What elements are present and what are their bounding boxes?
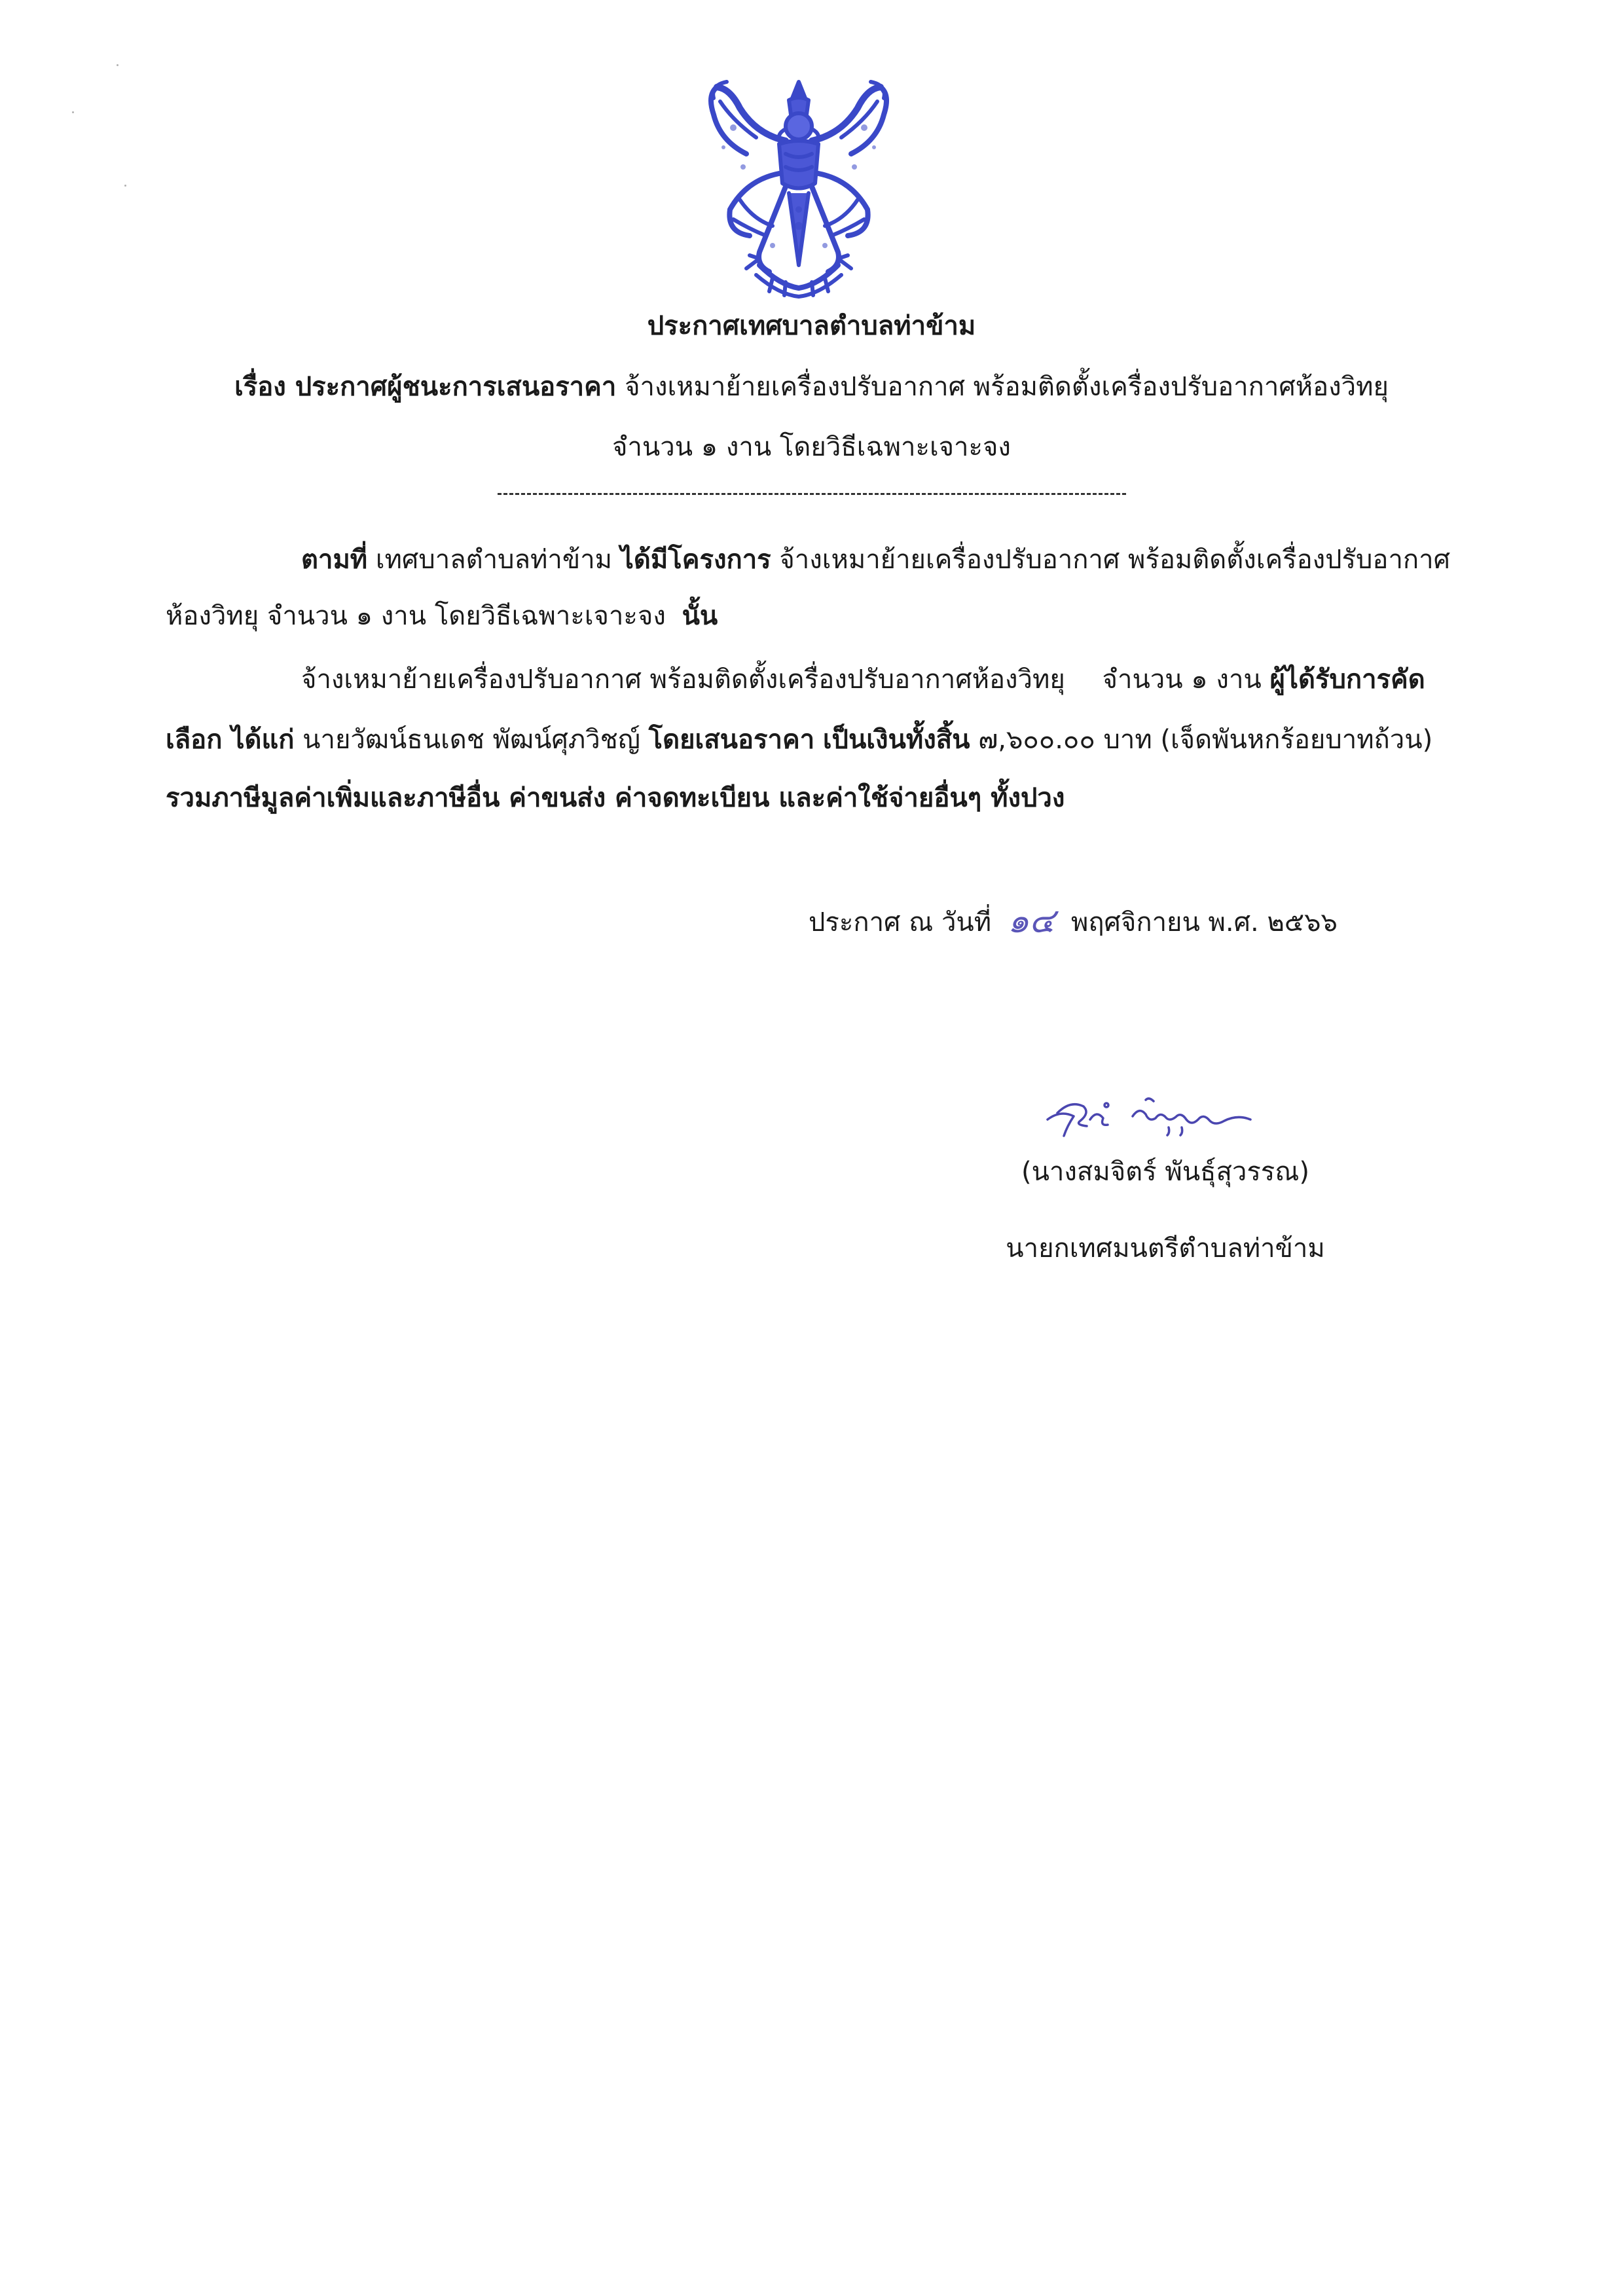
text-fragment: ตามที่ bbox=[301, 545, 368, 575]
subject-line bbox=[0, 369, 1623, 405]
text-fragment: จ้างเหมาย้ายเครื่องปรับอากาศ พร้อมติดตั้งเครื่องปรับอากาศห้องวิทยุ bbox=[301, 665, 1065, 695]
text-fragment: นายวัฒน์ธนเดช พัฒน์ศุภวิชญ์ bbox=[302, 725, 640, 755]
handwritten-signature bbox=[1034, 1074, 1296, 1152]
announcement-date bbox=[809, 898, 1338, 945]
paragraph-1-line-1 bbox=[301, 541, 1450, 578]
text-fragment: ๗,๖๐๐.๐๐ บาท (เจ็ดพันหกร้อยบาทถ้วน) bbox=[978, 725, 1433, 755]
text-fragment: นั้น bbox=[682, 601, 718, 631]
subject-line-2: จำนวน ๑ งาน โดยวิธีเฉพาะเจาะจง bbox=[612, 432, 1011, 462]
date-month-year: พฤศจิกายน พ.ศ. ๒๕๖๖ bbox=[1070, 907, 1338, 938]
text-fragment: จำนวน ๑ งาน bbox=[1102, 665, 1262, 695]
paragraph-2-line-1 bbox=[301, 661, 1425, 698]
divider bbox=[498, 493, 1126, 495]
text-fragment: ผู้ได้รับการคัด bbox=[1269, 665, 1425, 695]
paragraph-2-line-2 bbox=[166, 721, 1432, 758]
signatory-name: (นางสมจิตร์ พันธุ์สุวรรณ) bbox=[1021, 1157, 1310, 1187]
scan-speck bbox=[72, 111, 74, 113]
scan-speck bbox=[117, 64, 119, 66]
text-fragment: เป็นเงินทั้งสิ้น bbox=[822, 725, 970, 755]
text-fragment: เลือก ได้แก่ bbox=[166, 725, 295, 755]
text-fragment: ห้องวิทยุ จำนวน ๑ งาน โดยวิธีเฉพาะเจาะจง bbox=[166, 601, 666, 631]
text-fragment: โดยเสนอราคา bbox=[648, 725, 815, 755]
garuda-emblem-icon bbox=[694, 69, 903, 304]
paragraph-1-line-2 bbox=[166, 598, 718, 634]
announcement-title: ประกาศเทศบาลตำบลท่าข้าม bbox=[647, 311, 976, 341]
text-fragment: เทศบาลตำบลท่าข้าม bbox=[375, 545, 613, 575]
date-prefix: ประกาศ ณ วันที่ bbox=[809, 907, 992, 938]
date-day-handwritten: ๑๔ bbox=[1007, 902, 1055, 941]
paragraph-2-line-3: รวมภาษีมูลค่าเพิ่มและภาษีอื่น ค่าขนส่ง ค่าจดทะเบียน และค่าใช้จ่ายอื่นๆ ทั้งปวง bbox=[166, 783, 1065, 813]
subject-text: จ้างเหมาย้ายเครื่องปรับอากาศ พร้อมติดตั้งเครื่องปรับอากาศห้องวิทยุ bbox=[625, 372, 1389, 402]
text-fragment: จ้างเหมาย้ายเครื่องปรับอากาศ พร้อมติดตั้งเครื่องปรับอากาศ bbox=[779, 545, 1450, 575]
scan-speck bbox=[124, 185, 126, 187]
text-fragment: ได้มีโครงการ bbox=[620, 545, 771, 575]
subject-label: เรื่อง ประกาศผู้ชนะการเสนอราคา bbox=[234, 372, 617, 402]
signatory-position: นายกเทศมนตรีตำบลท่าข้าม bbox=[1006, 1233, 1325, 1264]
